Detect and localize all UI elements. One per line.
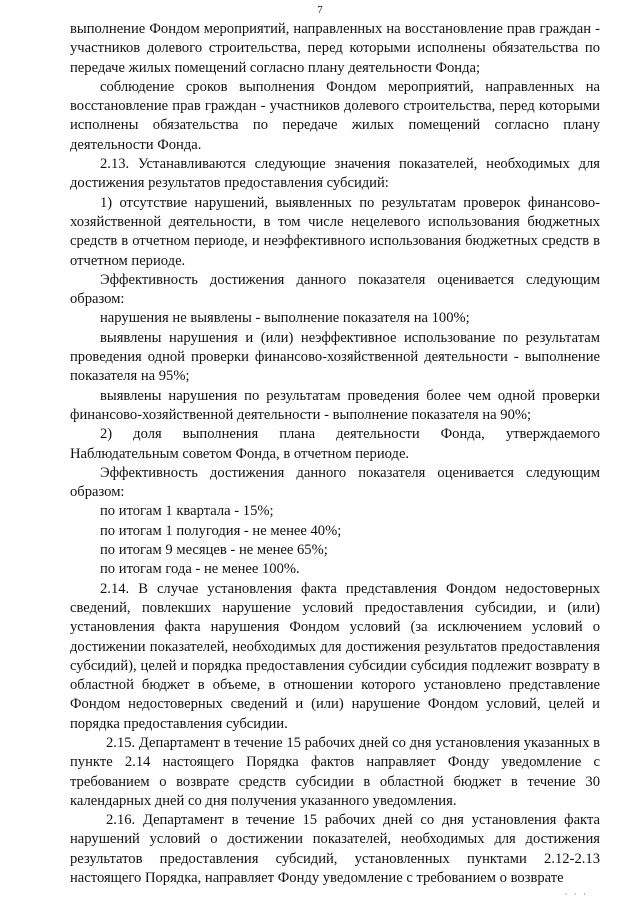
paragraph-half-year: по итогам 1 полугодия - не менее 40%; <box>100 522 342 539</box>
paragraph-q1: по итогам 1 квартала - 15%; <box>100 503 274 520</box>
paragraph-efficiency-1: Эффективность достижения данного показателя оценивается следующим образом: <box>70 271 600 308</box>
paragraph-2-13: 2.13. Устанавливаются следующие значения показателей, необходимых для достижения результатов предоставления субсидий: <box>70 156 600 192</box>
paragraph-indicator-2: 2) доля выполнения плана деятельности Фонда, утверждаемого Наблюдательным советом Фонда, в отчетном периоде. <box>70 426 600 462</box>
paragraph-indicator-1: 1) отсутствие нарушений, выявленных по результатам проверок финансово-хозяйственной деятельности, в том числе нецелевого использования бюджетных средств в отчетном периоде, и неэффективного использования бюджетных средств в отчетном периоде. <box>70 194 600 269</box>
paragraph-2-16: 2.16. Департамент в течение 15 рабочих дней со дня установления факта нарушений условий о достижении показателей, необходимых для достижения результатов предоставления субсидий, установленных пунктами 2.12-2.13 настоящего Порядка, направляет Фонду уведомление с требованием о возврате <box>70 812 600 887</box>
paragraph-multiple-checks: выявлены нарушения по результатам проведения более чем одной проверки финансово-хозяйственной деятельности - выполнение показателя на 90%; <box>70 387 600 423</box>
paragraph-no-violations: нарушения не выявлены - выполнение показателя на 100%; <box>100 310 470 327</box>
paragraph-9-months: по итогам 9 месяцев - не менее 65%; <box>100 542 328 559</box>
page-number: 7 <box>317 4 323 16</box>
document-body <box>70 20 600 888</box>
paragraph-deadlines: соблюдение сроков выполнения Фондом мероприятий, направленных на восстановление прав граждан - участников долевого строительства, перед которыми исполнены обязательства по передаче жилых помещений согласно плану деятельности Фонда. <box>70 78 600 153</box>
paragraph-year: по итогам года - не менее 100%. <box>100 561 300 578</box>
paragraph-one-check: выявлены нарушения и (или) неэффективное использование по результатам проведения одной проверки финансово-хозяйственной деятельности - выполнение показателя на 95%; <box>70 329 600 385</box>
scan-artifact-mark: · · · <box>564 889 588 899</box>
paragraph-2-14: 2.14. В случае установления факта представления Фондом недостоверных сведений, повлекших нарушение условий предоставления субсидии, и (или) установления факта нарушения Фондом условий (за исключением условий о достижении показателей, необходимых для достижения результатов предоставления субсидий), целей и порядка предоставления субсидии субсидия подлежит возврату в областной бюджет в объеме, в отношении которого установлено представление Фондом недостоверных сведений и (или) нарушение Фондом условий, целей и порядка предоставления субсидии. <box>70 580 600 732</box>
paragraph-activities-continued: выполнение Фондом мероприятий, направленных на восстановление прав граждан - участников долевого строительства, перед которыми исполнены обязательства по передаче жилых помещений согласно плану деятельности Фонда; <box>70 21 600 76</box>
paragraph-efficiency-2: Эффективность достижения данного показателя оценивается следующим образом: <box>70 464 600 501</box>
paragraph-2-15: 2.15. Департамент в течение 15 рабочих дней со дня установления указанных в пункте 2.14 настоящего Порядка фактов направляет Фонду уведомление с требованием о возврате средств субсидии в областной бюджет в течение 30 календарных дней со дня получения указанного уведомления. <box>70 734 600 809</box>
